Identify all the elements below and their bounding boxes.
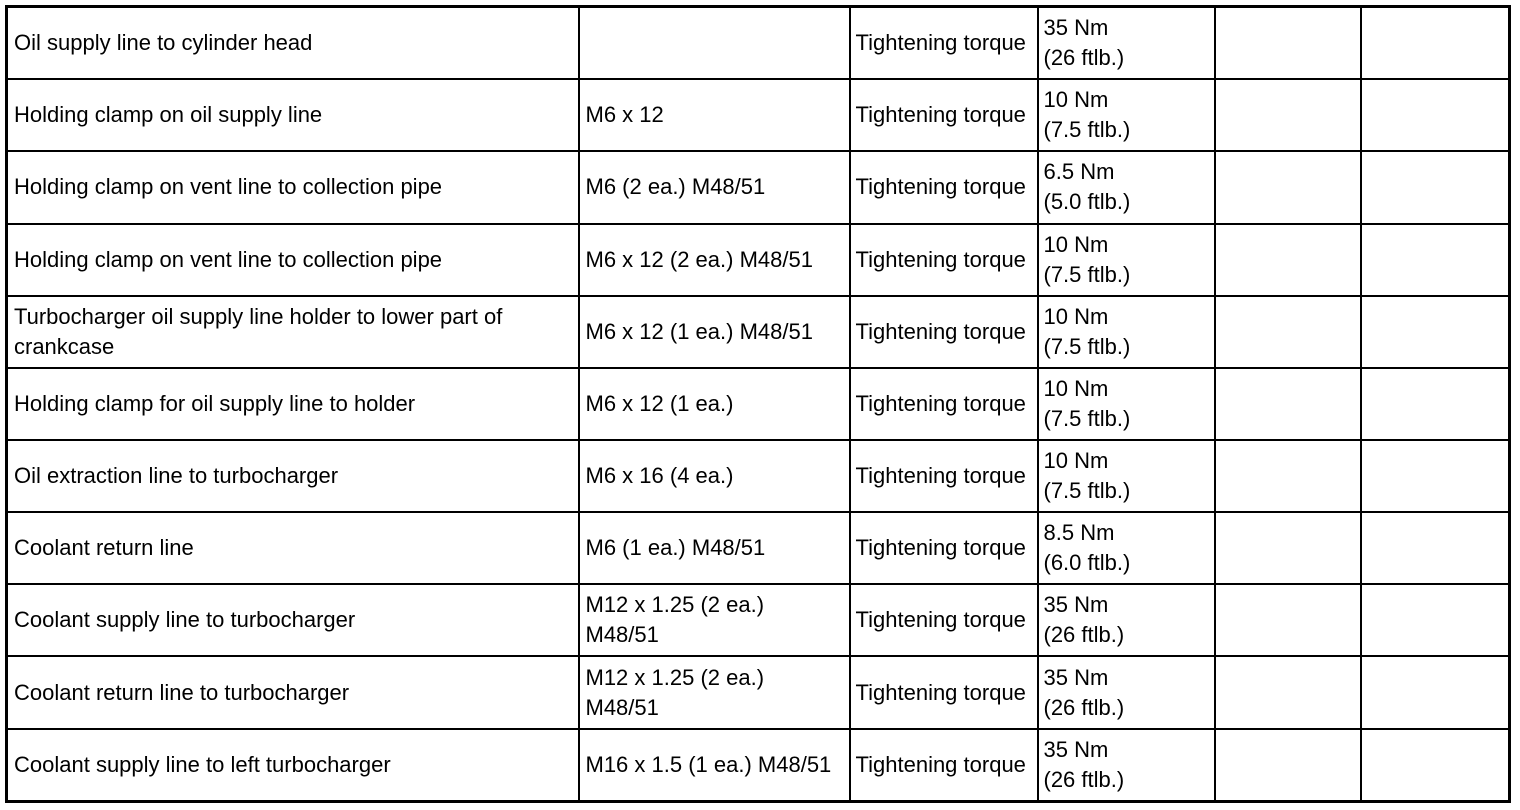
empty-cell xyxy=(1361,440,1510,512)
fastener-cell: M6 x 12 (2 ea.) M48/51 xyxy=(579,224,850,296)
empty-cell xyxy=(1215,79,1361,151)
fastener-cell: M6 x 12 (1 ea.) xyxy=(579,368,850,440)
empty-cell xyxy=(1215,512,1361,584)
torque-value-cell xyxy=(1038,512,1215,584)
table-row xyxy=(7,79,1510,151)
torque-imperial: (26 ftlb.) xyxy=(1043,45,1125,71)
torque-metric: 10 Nm xyxy=(1043,87,1109,113)
torque-metric: 10 Nm xyxy=(1043,303,1109,329)
table-row xyxy=(7,440,1510,512)
empty-cell xyxy=(1361,7,1510,80)
table-row xyxy=(7,656,1510,728)
torque-metric: 35 Nm xyxy=(1043,664,1109,690)
torque-value-cell xyxy=(1038,296,1215,368)
fastener-cell: M12 x 1.25 (2 ea.) M48/51 xyxy=(579,656,850,728)
empty-cell xyxy=(1215,151,1361,223)
torque-metric: 8.5 Nm xyxy=(1043,520,1115,546)
spec-type-cell: Tightening torque xyxy=(850,440,1038,512)
empty-cell xyxy=(1215,584,1361,656)
table-row xyxy=(7,296,1510,368)
spec-type-cell: Tightening torque xyxy=(850,7,1038,80)
empty-cell xyxy=(1215,296,1361,368)
component-cell: Coolant supply line to left turbocharger xyxy=(7,729,579,802)
torque-value-cell xyxy=(1038,440,1215,512)
torque-metric: 35 Nm xyxy=(1043,15,1109,41)
spec-type-cell: Tightening torque xyxy=(850,729,1038,802)
torque-metric: 10 Nm xyxy=(1043,375,1109,401)
component-cell: Coolant supply line to turbocharger xyxy=(7,584,579,656)
empty-cell xyxy=(1215,440,1361,512)
torque-value-cell xyxy=(1038,7,1215,80)
torque-spec-table xyxy=(5,5,1511,803)
fastener-cell: M6 (1 ea.) M48/51 xyxy=(579,512,850,584)
component-cell: Holding clamp on vent line to collection pipe xyxy=(7,151,579,223)
empty-cell xyxy=(1361,512,1510,584)
table-row xyxy=(7,151,1510,223)
spec-type-cell: Tightening torque xyxy=(850,656,1038,728)
fastener-cell: M6 x 12 (1 ea.) M48/51 xyxy=(579,296,850,368)
spec-type-cell: Tightening torque xyxy=(850,79,1038,151)
empty-cell xyxy=(1361,224,1510,296)
table-row xyxy=(7,224,1510,296)
torque-imperial: (7.5 ftlb.) xyxy=(1043,478,1131,504)
torque-imperial: (7.5 ftlb.) xyxy=(1043,405,1131,431)
component-cell: Holding clamp on vent line to collection pipe xyxy=(7,224,579,296)
table-row xyxy=(7,512,1510,584)
torque-value-cell xyxy=(1038,584,1215,656)
torque-metric: 10 Nm xyxy=(1043,448,1109,474)
torque-imperial: (26 ftlb.) xyxy=(1043,766,1125,792)
component-cell: Oil supply line to cylinder head xyxy=(7,7,579,80)
empty-cell xyxy=(1361,729,1510,802)
empty-cell xyxy=(1361,151,1510,223)
fastener-cell: M6 (2 ea.) M48/51 xyxy=(579,151,850,223)
component-cell: Coolant return line to turbocharger xyxy=(7,656,579,728)
torque-metric: 10 Nm xyxy=(1043,231,1109,257)
fastener-cell: M16 x 1.5 (1 ea.) M48/51 xyxy=(579,729,850,802)
fastener-cell: M12 x 1.25 (2 ea.) M48/51 xyxy=(579,584,850,656)
empty-cell xyxy=(1361,656,1510,728)
spec-type-cell: Tightening torque xyxy=(850,224,1038,296)
torque-imperial: (26 ftlb.) xyxy=(1043,622,1125,648)
empty-cell xyxy=(1215,368,1361,440)
spec-type-cell: Tightening torque xyxy=(850,151,1038,223)
spec-type-cell: Tightening torque xyxy=(850,368,1038,440)
empty-cell xyxy=(1215,656,1361,728)
component-cell: Holding clamp on oil supply line xyxy=(7,79,579,151)
torque-imperial: (7.5 ftlb.) xyxy=(1043,117,1131,143)
spec-type-cell: Tightening torque xyxy=(850,584,1038,656)
torque-metric: 35 Nm xyxy=(1043,592,1109,618)
table-row xyxy=(7,368,1510,440)
table-row xyxy=(7,7,1510,80)
empty-cell xyxy=(1215,7,1361,80)
torque-value-cell xyxy=(1038,368,1215,440)
torque-value-cell xyxy=(1038,151,1215,223)
spec-type-cell: Tightening torque xyxy=(850,296,1038,368)
component-cell: Oil extraction line to turbocharger xyxy=(7,440,579,512)
torque-value-cell xyxy=(1038,224,1215,296)
torque-metric: 35 Nm xyxy=(1043,736,1109,762)
torque-imperial: (7.5 ftlb.) xyxy=(1043,333,1131,359)
table-row xyxy=(7,584,1510,656)
table-body xyxy=(7,7,1510,802)
component-cell: Coolant return line xyxy=(7,512,579,584)
component-cell: Holding clamp for oil supply line to holder xyxy=(7,368,579,440)
empty-cell xyxy=(1361,79,1510,151)
torque-value-cell xyxy=(1038,79,1215,151)
table-row xyxy=(7,729,1510,802)
empty-cell xyxy=(1215,729,1361,802)
empty-cell xyxy=(1361,296,1510,368)
torque-value-cell xyxy=(1038,656,1215,728)
torque-imperial: (26 ftlb.) xyxy=(1043,694,1125,720)
fastener-cell: M6 x 16 (4 ea.) xyxy=(579,440,850,512)
empty-cell xyxy=(1215,224,1361,296)
component-cell: Turbocharger oil supply line holder to lower part of crankcase xyxy=(7,296,579,368)
torque-imperial: (6.0 ftlb.) xyxy=(1043,550,1131,576)
fastener-cell: M6 x 12 xyxy=(579,79,850,151)
torque-metric: 6.5 Nm xyxy=(1043,159,1115,185)
torque-imperial: (7.5 ftlb.) xyxy=(1043,261,1131,287)
fastener-cell xyxy=(579,7,850,80)
empty-cell xyxy=(1361,368,1510,440)
torque-imperial: (5.0 ftlb.) xyxy=(1043,189,1131,215)
spec-type-cell: Tightening torque xyxy=(850,512,1038,584)
empty-cell xyxy=(1361,584,1510,656)
torque-value-cell xyxy=(1038,729,1215,802)
